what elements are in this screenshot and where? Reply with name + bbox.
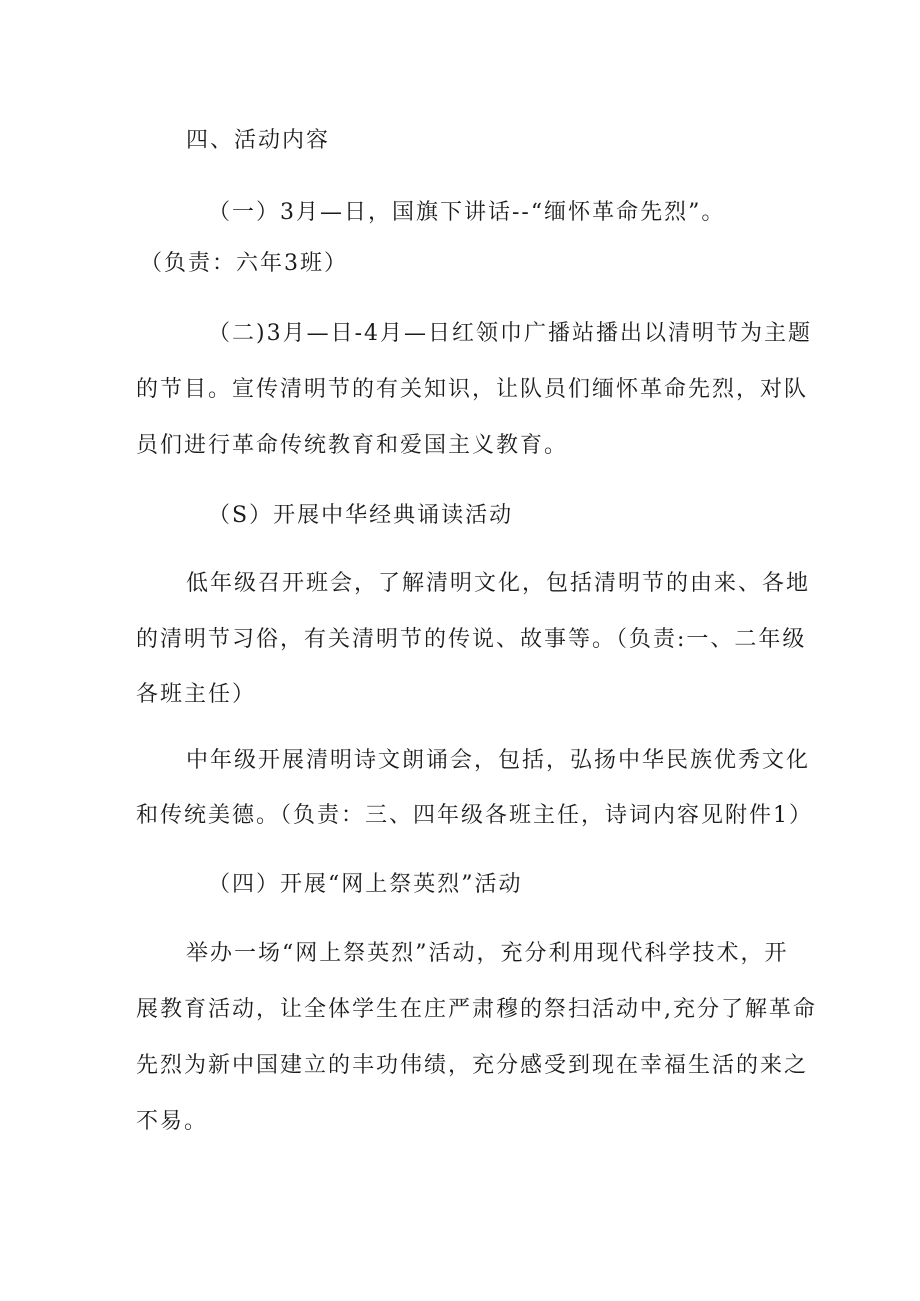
- item-2-line: 员们进行革命传统教育和爱国主义教育。: [136, 433, 569, 458]
- lower-grade-paragraph-line: 的清明节习俗，有关清明节的传说、故事等。（负责:一、二年级: [136, 627, 807, 652]
- item-1-responsible: （负责：六年3班）: [140, 251, 348, 276]
- section-heading: 四、活动内容: [186, 128, 331, 153]
- item-2-line: 的节目。宣传清明节的有关知识，让队员们缅怀革命先烈，对队: [136, 377, 809, 402]
- item-2-line: （二)3月—日-4月—日红领巾广播站播出以清明节为主题: [208, 321, 813, 346]
- item-4-paragraph-line: 不易。: [136, 1109, 209, 1134]
- item-3-heading: （S）开展中华经典诵读活动: [208, 503, 514, 528]
- middle-grade-paragraph-line: 中年级开展清明诗文朗诵会，包括，弘扬中华民族优秀文化: [186, 748, 811, 773]
- item-4-paragraph-line: 举办一场“网上祭英烈”活动，充分利用现代科学技术，开: [186, 941, 789, 966]
- item-4-paragraph-line: 展教育活动，让全体学生在庄严肃穆的祭扫活动中,充分了解革命: [136, 997, 817, 1022]
- item-1-line: （一）3月—日，国旗下讲话--“缅怀革命先烈”。: [208, 200, 726, 225]
- item-4-heading: （四）开展“网上祭英烈”活动: [208, 872, 523, 897]
- item-4-paragraph-line: 先烈为新中国建立的丰功伟绩，充分感受到现在幸福生活的来之: [136, 1053, 809, 1078]
- lower-grade-paragraph-line: 各班主任）: [136, 682, 257, 707]
- lower-grade-paragraph-line: 低年级召开班会，了解清明文化，包括清明节的由来、各地: [186, 571, 811, 596]
- middle-grade-paragraph-line: 和传统美德。（负责：三、四年级各班主任，诗词内容见附件1）: [136, 803, 813, 828]
